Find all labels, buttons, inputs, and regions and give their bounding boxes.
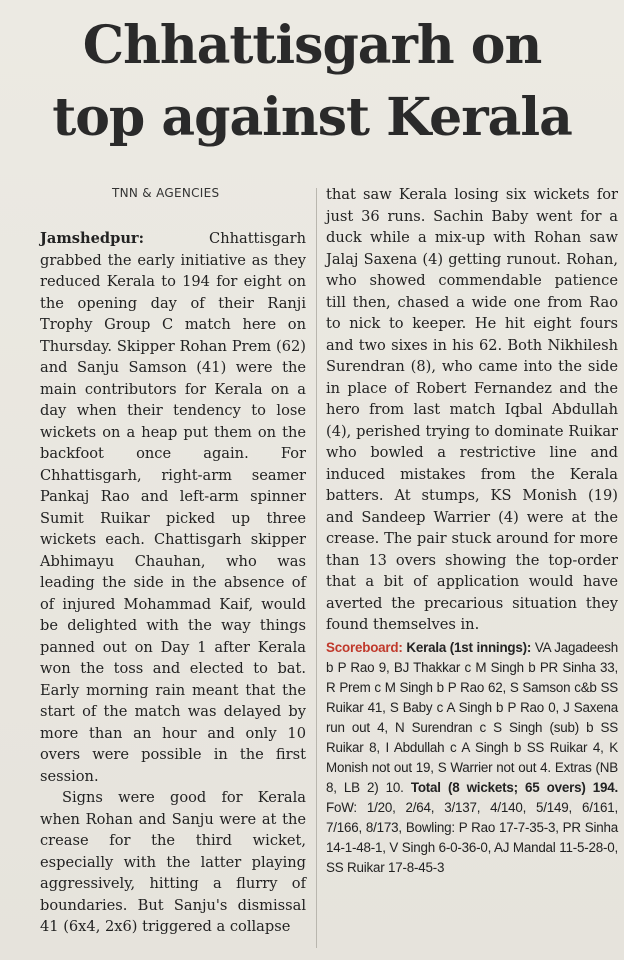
- article-paragraph-1-text: Chhattisgarh grabbed the early initiative as they reduced Kerala to 194 for eight on the opening day of their Ranji Trophy Group C match here on Thursday. Skipper Rohan Prem (62) and Sanju Samson (41) were the main contributors for Kerala on a day when their tendency to lose wickets on a heap put them on the backfoot once again. For Chhattisgarh, right-arm seamer Pankaj Rao and left-arm spinner Sumit Ruikar picked up three wickets each. Chattisgarh skipper Abhimayu Chauhan, who was leading the side in the absence of of injured Mohammad Kaif, would be delighted with the way things panned out on Day 1 after Kerala won the toss and elected to bat. Early morning rain meant that the start of the match was delayed by more than an hour and only 10 overs were possible in the first session.: [40, 230, 306, 785]
- article-paragraph-1: [40, 228, 306, 787]
- article-paragraph-2-text: Signs were good for Kerala when Rohan and Sanju were at the crease for the third wicket, especially with the latter playing aggressively, hitting a flurry of boundaries. But Sanju's dismissal 41 (6x4, 2x6) triggered a collapse: [40, 789, 306, 935]
- scoreboard-total: Total (8 wickets; 65 overs) 194.: [410, 779, 618, 795]
- scoreboard-batting: VA Jagadeesh b P Rao 9, BJ Thakkar c M Singh b PR Sinha 33, R Prem c M Singh b P Rao 62, S Samson c&b SS Ruikar 41, S Baby c A Singh b P Rao 0, J Saxena run out 4, N Surendran c S Singh (sub) b SS Ruikar 8, I Abdullah c A Singh b SS Ruikar 4, K Monish not out 19, S Warrier not out 4. Extras (NB 8, LB 2) 10.: [326, 639, 618, 795]
- scoreboard: [326, 638, 618, 878]
- headline-line-1: Chhattisgarh on: [82, 15, 542, 76]
- dateline: Jamshedpur:: [40, 230, 145, 247]
- article-column-left: [40, 228, 306, 938]
- article-paragraph-2: [40, 787, 306, 938]
- scoreboard-fall-of-wickets: FoW: 1/20, 2/64, 3/137, 4/140, 5/149, 6/161, 7/166, 8/173,: [326, 799, 618, 835]
- byline: TNN & AGENCIES: [112, 186, 220, 200]
- headline-line-2: top against Kerala: [52, 87, 572, 148]
- scoreboard-bowling: Bowling: P Rao 17-7-35-3, PR Sinha 14-1-48-1, V Singh 6-0-36-0, AJ Mandal 11-5-28-0, SS Ruikar 17-8-45-3: [326, 819, 618, 875]
- column-divider: [316, 188, 317, 948]
- scoreboard-team: Kerala (1st innings):: [406, 639, 532, 655]
- article-paragraph-2-continued: that saw Kerala losing six wickets for just 36 runs. Sachin Baby went for a duck while a mix-up with Rohan saw Jalaj Saxena (4) getting runout. Rohan, who showed commendable patience till then, chased a wide one from Rao to nick to keeper. He hit eight fours and two sixes in his 62. Both Nikhilesh Surendran (8), who came into the side in place of Robert Fernandez and the hero from last match Iqbal Abdullah (4), perished trying to dominate Ruikar who bowled a restrictive line and induced mistakes from the Kerala batters. At stumps, KS Monish (19) and Sandeep Warrier (4) were at the crease. The pair stuck around for more than 13 overs showing the top-order that a bit of application would have averted the precarious situation they found themselves in.: [326, 186, 618, 633]
- scoreboard-label: Scoreboard:: [326, 639, 403, 655]
- article-column-right: [326, 184, 618, 878]
